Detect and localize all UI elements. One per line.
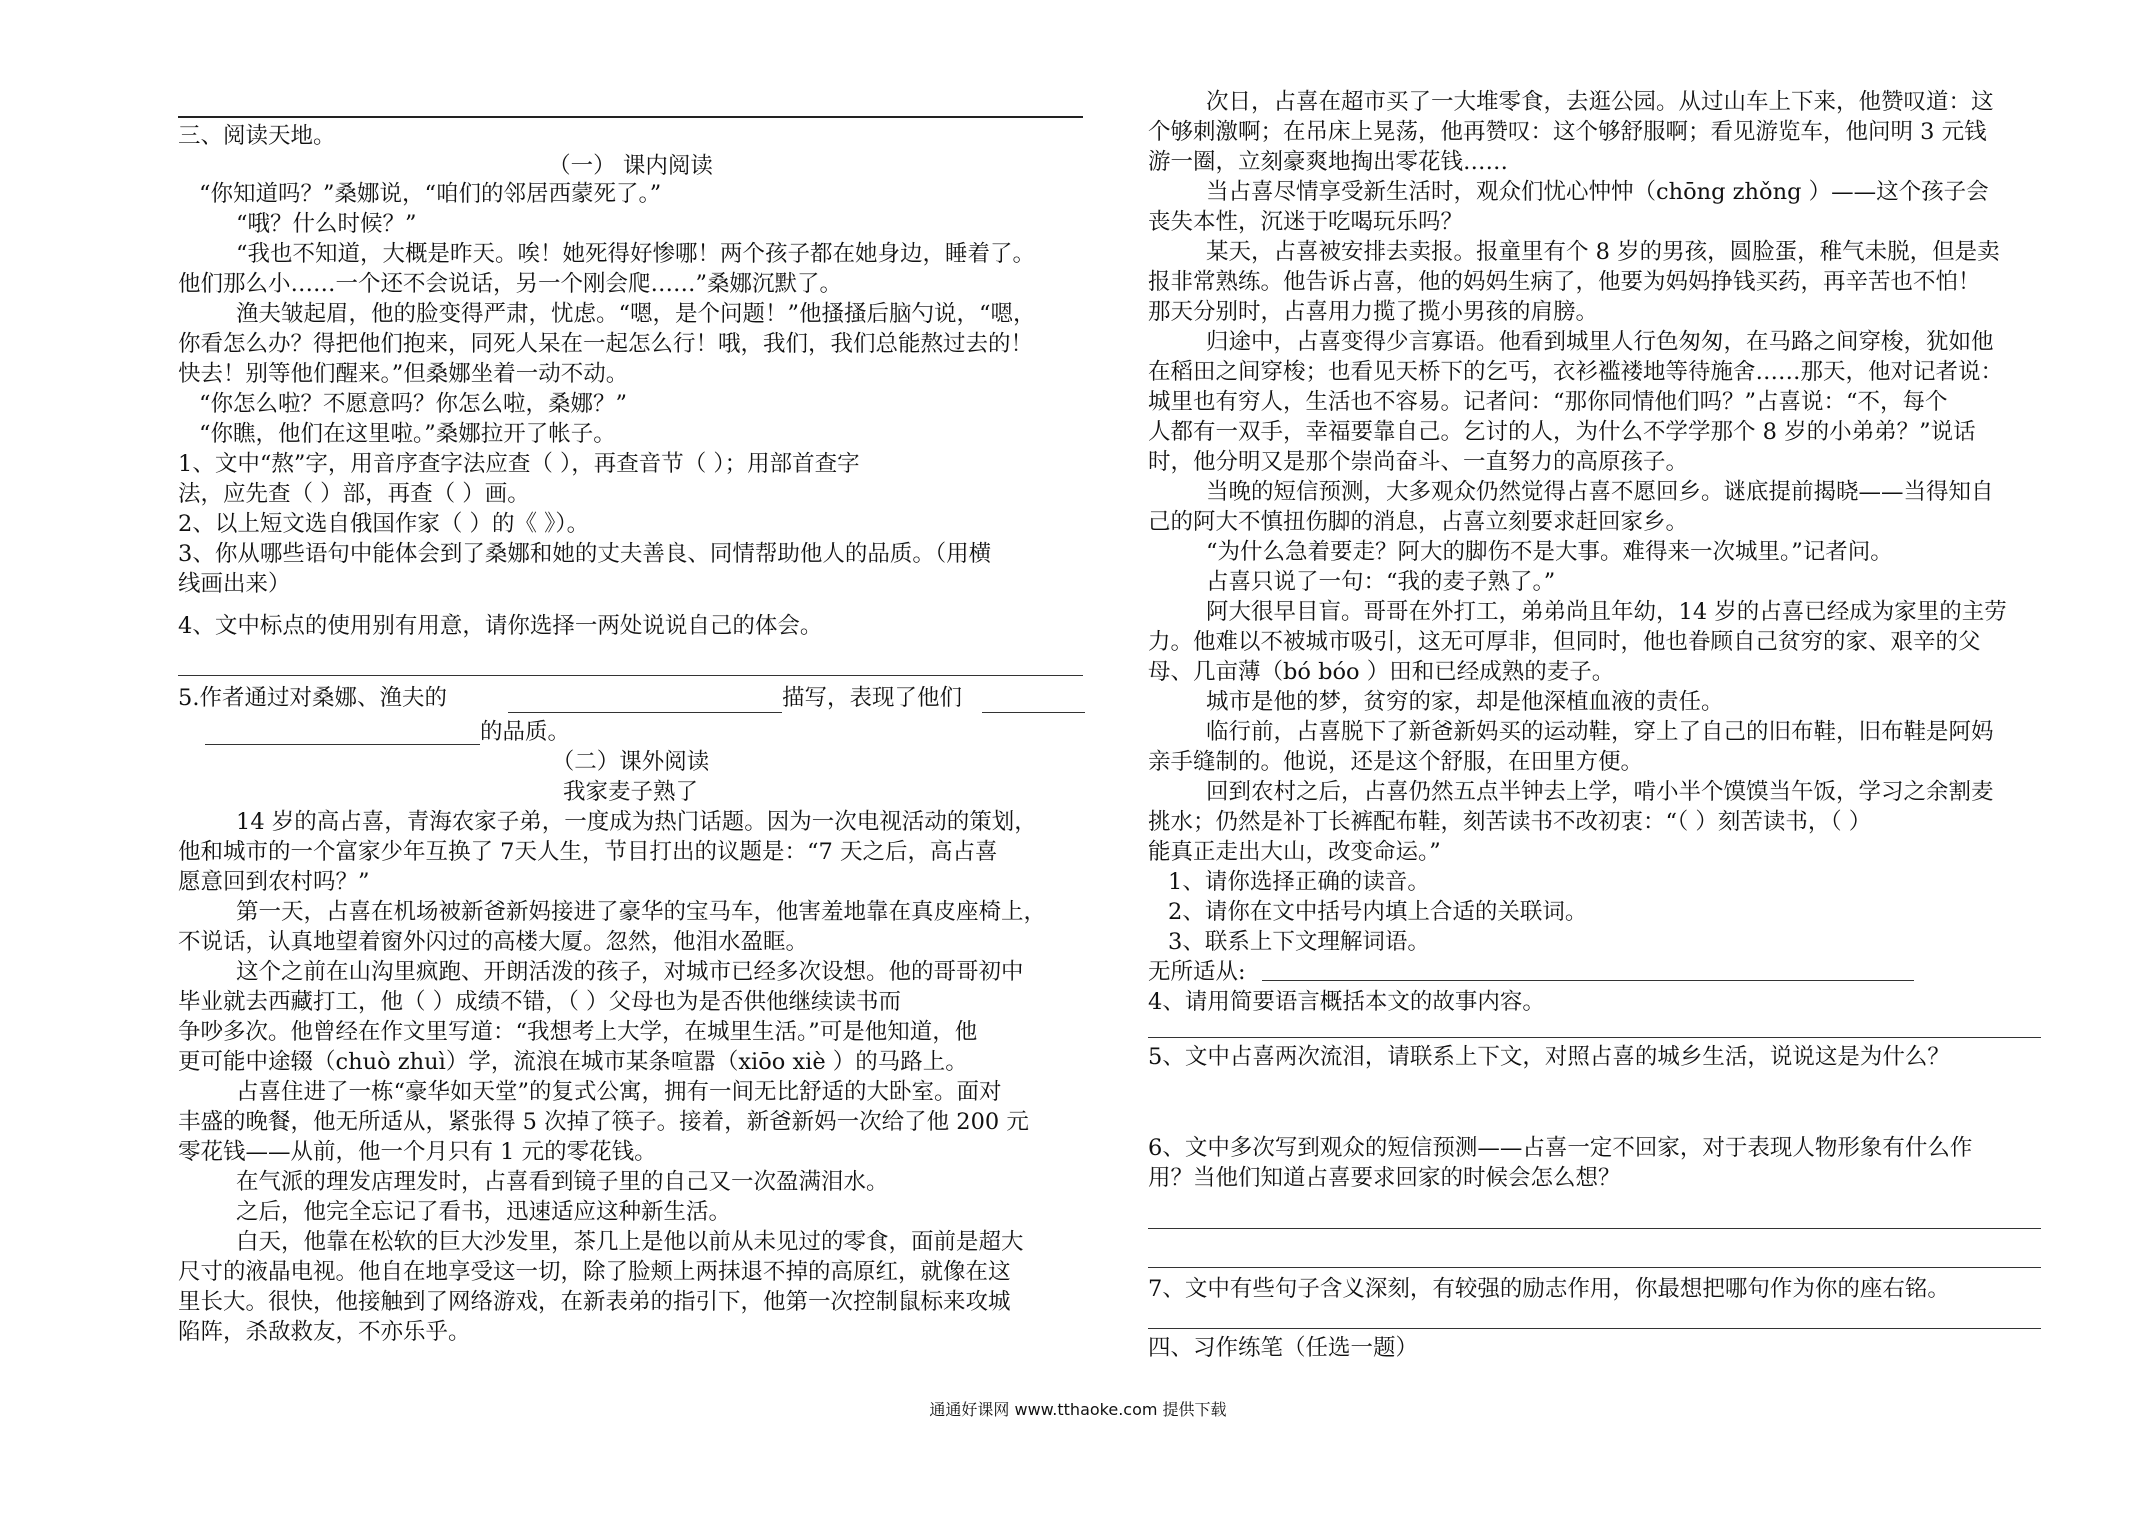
question-line: 2、以上短文选自俄国作家（ ）的《 》）。 xyxy=(178,511,590,537)
story-line: 更可能中途辍（chuò zhuì）学，流浪在城市某条喧嚣（xiōo xiè ）的马路上。 xyxy=(178,1049,968,1075)
story-line: 回到农村之后，占喜仍然五点半钟去上学，啃小半个馍馍当午饭，学习之余割麦 xyxy=(1206,779,1994,805)
story-line: 时，他分明又是那个崇尚奋斗、一直努力的高原孩子。 xyxy=(1148,449,1689,475)
story-line: 占喜住进了一栋“豪华如天堂”的复式公寓，拥有一间无比舒适的大卧室。面对 xyxy=(236,1079,1002,1105)
story-line: 在稻田之间穿梭；也看见天桥下的乞丐，衣衫褴褛地等待施舍……那天，他对记者说： xyxy=(1148,359,2004,385)
story-line: 城里也有穷人，生活也不容易。记者问：“那你同情他们吗？”占喜说：“不，每个 xyxy=(1148,389,1948,415)
story-line: 里长大。很快，他接触到了网络游戏，在新表弟的指引下，他第一次控制鼠标来攻城 xyxy=(178,1289,1011,1315)
story-line: 不说话，认真地望着窗外闪过的高楼大厦。忽然，他泪水盈眶。 xyxy=(178,929,809,955)
question-line: 5、文中占喜两次流泪，请联系上下文，对照占喜的城乡生活，说说这是为什么？ xyxy=(1148,1044,1950,1070)
question-line: 7、文中有些句子含义深刻，有较强的励志作用，你最想把哪句作为你的座右铭。 xyxy=(1148,1276,1950,1302)
answer-line xyxy=(1148,1037,2041,1038)
q5-text: 的品质。 xyxy=(480,719,571,745)
passage1-line: “我也不知道，大概是昨天。唉！她死得好惨哪！两个孩子都在她身边，睡着了。 xyxy=(236,241,1036,267)
question-line: 2、请你在文中括号内填上合适的关联词。 xyxy=(1168,899,1588,925)
passage1-line: “你瞧，他们在这里啦。”桑娜拉开了帐子。 xyxy=(199,421,616,447)
answer-line xyxy=(178,675,1083,676)
story-line: 14 岁的高占喜，青海农家子弟，一度成为热门话题。因为一次电视活动的策划， xyxy=(236,809,1037,835)
story-line: 某天，占喜被安排去卖报。报童里有个 8 岁的男孩，圆脸蛋，稚气未脱，但是卖 xyxy=(1206,239,2000,265)
question-line: 1、请你选择正确的读音。 xyxy=(1168,869,1430,895)
story-line: 报非常熟练。他告诉占喜，他的妈妈生病了，他要为妈妈挣钱买药，再辛苦也不怕！ xyxy=(1148,269,1981,295)
passage1-line: “哦？什么时候？” xyxy=(236,211,417,237)
story-line: 毕业就去西藏打工，他（ ）成绩不错，（ ）父母也为是否供他继续读书而 xyxy=(178,989,902,1015)
passage1-line: 快去！别等他们醒来。”但桑娜坐着一动不动。 xyxy=(178,361,629,387)
q5-text: 描写，表现了他们 xyxy=(782,685,963,711)
answer-line xyxy=(1148,1228,2041,1229)
story-line: 尺寸的液晶电视。他自在地享受这一切，除了脸颊上两抹退不掉的高原红，就像在这 xyxy=(178,1259,1011,1285)
passage1-line: 他们那么小……一个还不会说话，另一个刚会爬……”桑娜沉默了。 xyxy=(178,271,843,297)
question-line: 线画出来） xyxy=(178,571,291,597)
footer-credit: 通通好课网 www.tthaoke.com 提供下载 xyxy=(929,1400,1227,1419)
section-heading-writing: 四、习作练笔（任选一题） xyxy=(1148,1335,1419,1361)
passage1-line: “你怎么啦？不愿意吗？你怎么啦，桑娜？” xyxy=(199,391,628,417)
story-line: 之后，他完全忘记了看书，迅速适应这种新生活。 xyxy=(236,1199,732,1225)
story-line: 城市是他的梦，贫穷的家，却是他深植血液的责任。 xyxy=(1206,689,1724,715)
question-line: 法，应先查（ ）部，再查（ ）画。 xyxy=(178,481,530,507)
story-line: 能真正走出大山，改变命运。” xyxy=(1148,839,1441,865)
question-label: 无所适从: xyxy=(1148,959,1246,985)
story-line: 亲手缝制的。他说，还是这个舒服，在田里方便。 xyxy=(1148,749,1644,775)
story-line: 争吵多次。他曾经在作文里写道：“我想考上大学，在城里生活。”可是他知道，他 xyxy=(178,1019,978,1045)
story-line: 次日，占喜在超市买了一大堆零食，去逛公园。从过山车上下来，他赞叹道：这 xyxy=(1206,89,1994,115)
answer-line xyxy=(1148,1328,2041,1329)
story-line: 当占喜尽情享受新生活时，观众们忧心忡忡（chōng zhǒng ）——这个孩子会 xyxy=(1206,179,1989,205)
story-line: 挑水；仍然是补丁长裤配布鞋，刻苦读书不改初衷：“（ ）刻苦读书，（ ） xyxy=(1148,809,1872,835)
story-line: 个够刺激啊；在吊床上晃荡，他再赞叹：这个够舒服啊；看见游览车，他问明 3 元钱 xyxy=(1148,119,1987,145)
story-line: 阿大很早目盲。哥哥在外打工，弟弟尚且年幼，14 岁的占喜已经成为家里的主劳 xyxy=(1206,599,2007,625)
story-line: 零花钱——从前，他一个月只有 1 元的零花钱。 xyxy=(178,1139,657,1165)
question-line: 1、文中“熬”字，用音序查字法应查（ ），再查音节（ ）；用部首查字 xyxy=(178,451,860,477)
passage1-line: 渔夫皱起眉，他的脸变得严肃，忧虑。“嗯，是个问题！”他搔搔后脑勺说，“嗯， xyxy=(236,301,1036,327)
story-line: 白天，他靠在松软的巨大沙发里，茶几上是他以前从未见过的零食，面前是超大 xyxy=(236,1229,1024,1255)
story-line: 陷阵，杀敌救友，不亦乐乎。 xyxy=(178,1319,471,1345)
story-line: “为什么急着要走？阿大的脚伤不是大事。难得来一次城里。”记者问。 xyxy=(1206,539,1893,565)
question-line: 3、你从哪些语句中能体会到了桑娜和她的丈夫善良、同情帮助他人的品质。（用横 xyxy=(178,541,992,567)
top-rule xyxy=(178,116,1083,118)
question-line: 3、联系上下文理解词语。 xyxy=(1168,929,1430,955)
question-line: 4、请用简要语言概括本文的故事内容。 xyxy=(1148,989,1545,1015)
story-line: 丧失本性，沉迷于吃喝玩乐吗？ xyxy=(1148,209,1464,235)
passage1-line: “你知道吗？”桑娜说，“咱们的邻居西蒙死了。” xyxy=(199,181,662,207)
q5-blank xyxy=(205,744,480,745)
story-line: 当晚的短信预测，大多观众仍然觉得占喜不愿回乡。谜底提前揭晓——当得知自 xyxy=(1206,479,1994,505)
story-line: 在气派的理发店理发时，占喜看到镜子里的自己又一次盈满泪水。 xyxy=(236,1169,889,1195)
story-line: 那天分别时，占喜用力揽了揽小男孩的肩膀。 xyxy=(1148,299,1599,325)
question-line: 4、文中标点的使用别有用意，请你选择一两处说说自己的体会。 xyxy=(178,613,823,639)
story-line: 力。他难以不被城市吸引，这无可厚非，但同时，他也眷顾自己贫穷的家、艰辛的父 xyxy=(1148,629,1981,655)
story-line: 第一天，占喜在机场被新爸新妈接进了豪华的宝马车，他害羞地靠在真皮座椅上， xyxy=(236,899,1047,925)
question-line: 6、文中多次写到观众的短信预测——占喜一定不回家，对于表现人物形象有什么作 xyxy=(1148,1135,1973,1161)
question-line: 用？当他们知道占喜要求回家的时候会怎么想？ xyxy=(1148,1165,1621,1191)
q5-blank xyxy=(508,712,782,713)
q5-text: 5.作者通过对桑娜、渔夫的 xyxy=(178,685,447,711)
story-line: 母、几亩薄（bó bóo ）田和已经成熟的麦子。 xyxy=(1148,659,1615,685)
story-line: 愿意回到农村吗？” xyxy=(178,869,370,895)
part2-heading: （二）课外阅读 xyxy=(551,749,710,775)
part1-heading: （一） 课内阅读 xyxy=(548,153,713,179)
q5-blank xyxy=(982,712,1085,713)
story-line: 占喜只说了一句：“我的麦子熟了。” xyxy=(1206,569,1556,595)
story-title: 我家麦子熟了 xyxy=(562,779,698,805)
passage1-line: 你看怎么办？得把他们抱来，同死人呆在一起怎么行！哦，我们，我们总能熬过去的！ xyxy=(178,331,1034,357)
story-line: 己的阿大不慎扭伤脚的消息，占喜立刻要求赶回家乡。 xyxy=(1148,509,1689,535)
section-heading-reading: 三、阅读天地。 xyxy=(178,123,336,149)
answer-line xyxy=(1262,980,1914,981)
story-line: 归途中，占喜变得少言寡语。他看到城里人行色匆匆，在马路之间穿梭，犹如他 xyxy=(1206,329,1994,355)
story-line: 人都有一双手，幸福要靠自己。乞讨的人，为什么不学学那个 8 岁的小弟弟？”说话 xyxy=(1148,419,1976,445)
story-line: 游一圈，立刻豪爽地掏出零花钱…… xyxy=(1148,149,1509,175)
story-line: 丰盛的晚餐，他无所适从，紧张得 5 次掉了筷子。接着，新爸新妈一次给了他 200 元 xyxy=(178,1109,1029,1135)
story-line: 他和城市的一个富家少年互换了 7天人生，节目打出的议题是：“7 天之后，高占喜 xyxy=(178,839,998,865)
story-line: 临行前，占喜脱下了新爸新妈买的运动鞋，穿上了自己的旧布鞋，旧布鞋是阿妈 xyxy=(1206,719,1994,745)
story-line: 这个之前在山沟里疯跑、开朗活泼的孩子，对城市已经多次设想。他的哥哥初中 xyxy=(236,959,1024,985)
answer-line xyxy=(1148,1267,2041,1268)
